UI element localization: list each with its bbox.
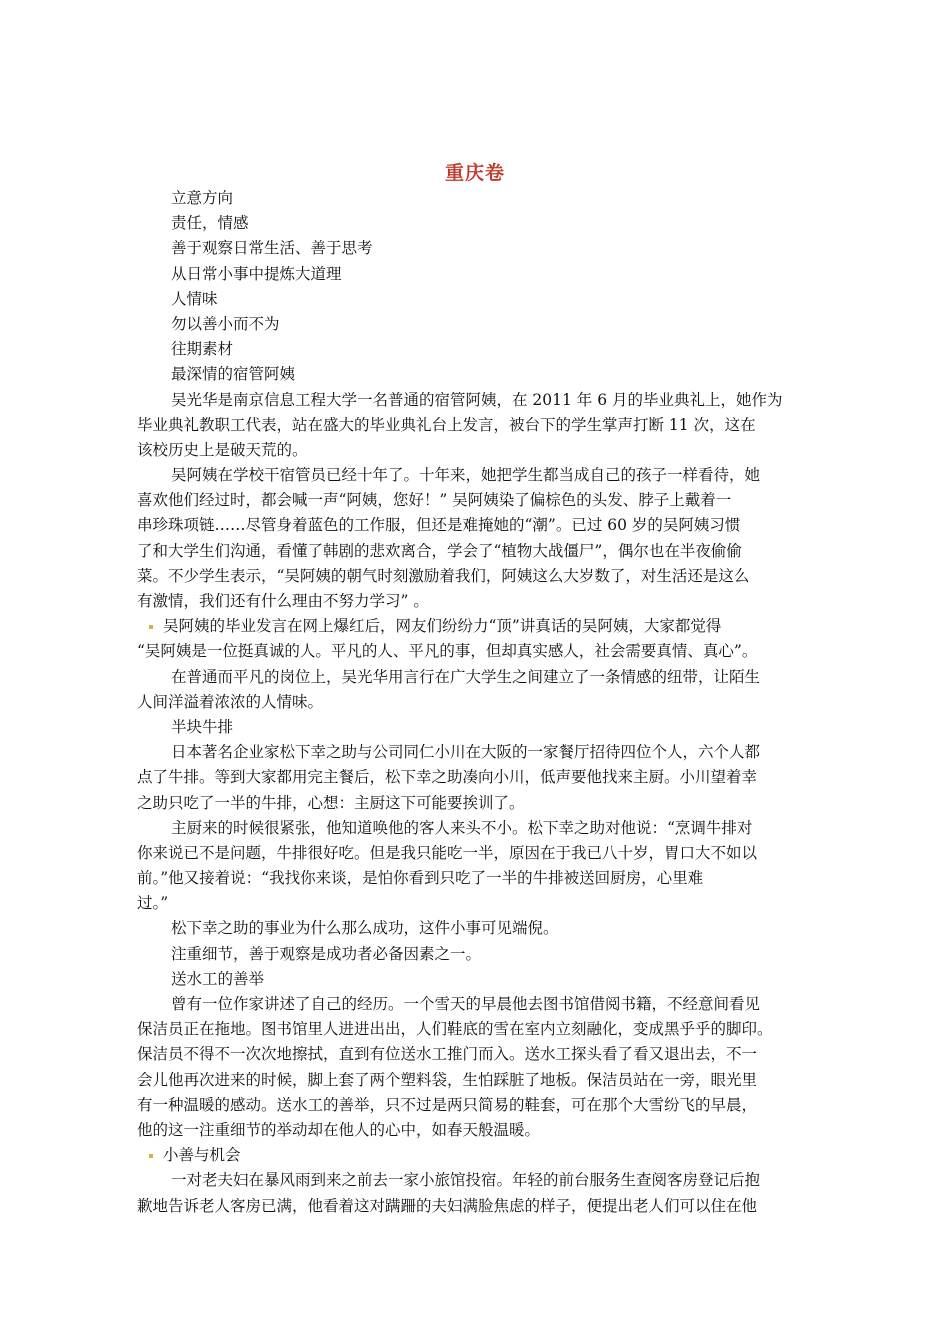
text-line-content: 吴阿姨的毕业发言在网上爆红后，网友们纷纷力“顶”讲真话的吴阿姨，大家都觉得 [163, 617, 722, 636]
text-line: 责任，情感 [171, 214, 249, 233]
text-line: 有一种温暖的感动。送水工的善举，只不过是两只简易的鞋套，可在那个大雪纷飞的早晨， [137, 1095, 758, 1114]
text-line: 注重细节，善于观察是成功者必备因素之一。 [171, 944, 482, 963]
text-line: 有激情，我们还有什么理由不努力学习” 。 [137, 592, 429, 610]
subsection-heading: 最深情的宿管阿姨 [171, 365, 296, 384]
text-line [137, 614, 815, 639]
text-line: 毕业典礼教职工代表，站在盛大的毕业典礼台上发言，被台下的学生掌声打断 11 次，这在 [137, 415, 756, 434]
text-line: 他的这一注重细节的举动却在他人的心中，如春天般温暖。 [137, 1120, 541, 1139]
subsection-heading: 半块牛排 [171, 717, 234, 736]
text-line: 串珍珠项链……尽管身着蓝色的工作服，但还是难掩她的“潮”。已过 60 岁的吴阿姨习惯 [137, 516, 741, 535]
text-line: 从日常小事中提炼大道理 [171, 264, 342, 283]
text-line: 曾有一位作家讲述了自己的经历。一个雪天的早晨他去图书馆借阅书籍，不经意间看见 [171, 995, 761, 1013]
text-line: 在普通而平凡的岗位上，吴光华用言行在广大学生之间建立了一条情感的纽带，让陌生 [171, 667, 761, 686]
text-line: 吴阿姨在学校干宿管员已经十年了。十年来，她把学生都当成自己的孩子一样看待，她 [171, 466, 761, 485]
text-line: 歉地告诉老人客房已满，他看着这对蹒跚的夫妇满脸焦虑的样子，便提出老人们可以住在他 [137, 1196, 758, 1215]
text-line: 一对老夫妇在暴风雨到来之前去一家小旅馆投宿。年轻的前台服务生查阅客房登记后抱 [171, 1171, 761, 1190]
section-heading: 往期素材 [171, 340, 234, 359]
text-line: 之助只吃了一半的牛排，心想：主厨这下可能要挨训了。 [137, 793, 525, 812]
text-line: “吴阿姨是一位挺真诚的人。平凡的人、平凡的事，但却真实感人，社会需要真情、真心”。 [137, 642, 758, 661]
text-line: 前。”他又接着说：“我找你来谈，是怕你看到只吃了一半的牛排被送回厨房，心里难 [137, 869, 704, 888]
text-line: 该校历史上是破天荒的。 [137, 440, 308, 459]
text-line: 人间洋溢着浓浓的人情味。 [137, 692, 324, 711]
text-line: 人情味 [171, 289, 218, 308]
bullet-mark [149, 1154, 153, 1158]
subsection-heading-text: 小善与机会 [163, 1146, 241, 1165]
text-line: 勿以善小而不为 [171, 314, 280, 333]
text-line: 了和大学生们沟通，看懂了韩剧的悲欢离合，学会了“植物大战僵尸”，偶尔也在半夜偷偷 [137, 541, 742, 560]
subsection-heading [137, 1143, 815, 1168]
text-line: 会儿他再次进来的时候，脚上套了两个塑料袋，生怕踩脏了地板。保洁员站在一旁，眼光里 [137, 1070, 758, 1089]
text-line: 保洁员正在拖地。图书馆里人进进出出，人们鞋底的雪在室内立刻融化，变成黑乎乎的脚印。 [137, 1020, 773, 1039]
document-title: 重庆卷 [444, 162, 505, 184]
text-line: 菜。不少学生表示，“吴阿姨的朝气时刻激励着我们，阿姨这么大岁数了，对生活还是这么 [137, 566, 750, 585]
text-line: 吴光华是南京信息工程大学一名普通的宿管阿姨，在 2011 年 6 月的毕业典礼上，她作为 [171, 390, 783, 409]
text-line: 你来说已不是问题，牛排很好吃。但是我只能吃一半，原因在于我已八十岁，胃口大不如以 [137, 843, 758, 862]
bullet-mark [149, 625, 153, 629]
text-line: 日本著名企业家松下幸之助与公司同仁小川在大阪的一家餐厅招待四位个人，六个人都 [171, 743, 761, 762]
section-heading: 立意方向 [171, 189, 234, 207]
text-line: 点了牛排。等到大家都用完主餐后，松下幸之助凑向小川，低声要他找来主厨。小川望着幸 [137, 768, 758, 787]
text-line: 松下幸之助的事业为什么那么成功，这件小事可见端倪。 [171, 919, 559, 938]
subsection-heading: 送水工的善举 [171, 969, 265, 988]
text-line: 善于观察日常生活、善于思考 [171, 239, 373, 258]
text-line: 过。” [137, 894, 169, 913]
text-line: 保洁员不得不一次次地擦拭，直到有位送水工推门而入。送水工探头看了看又退出去，不一 [137, 1045, 758, 1064]
text-line: 喜欢他们经过时，都会喊一声“阿姨，您好！” 吴阿姨染了偏棕色的头发、脖子上戴着一 [137, 491, 732, 510]
text-line: 主厨来的时候很紧张，他知道唤他的客人来头不小。松下幸之助对他说：“烹调牛排对 [171, 818, 753, 837]
document-body [137, 186, 815, 1219]
